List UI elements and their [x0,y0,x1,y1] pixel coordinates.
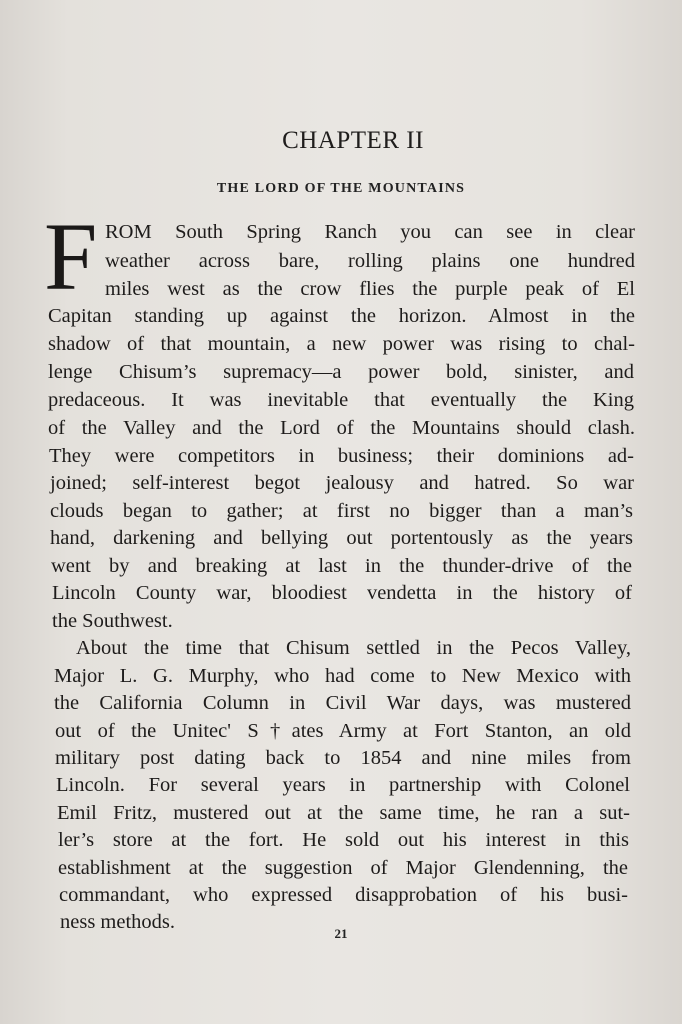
text-line: clouds began to gather; at first no bigger than a man’s [50,500,633,522]
text-line: Lincoln County war, bloodiest vendetta in the history of [52,582,632,604]
drop-cap: F [44,203,98,310]
text-line: predaceous. It was inevitable that eventually the King [48,389,634,411]
text-line: ness methods. [60,911,176,933]
text-line: Capitan standing up against the horizon. Almost in the [48,305,635,327]
text-line: commandant, who expressed disapprobation of his busi- [59,884,628,906]
text-line: miles west as the crow flies the purple peak of El [105,278,635,300]
text-line: military post dating back to 1854 and nine miles from [55,747,631,769]
text-line: the Southwest. [52,610,173,632]
text-line: weather across bare, rolling plains one hundred [105,250,635,272]
text-line: ler’s store at the fort. He sold out his interest in this [58,829,629,851]
text-line: hand, darkening and bellying out portentously as the years [50,527,633,549]
chapter-title: CHAPTER II [282,127,424,154]
text-line: About the time that Chisum settled in the Pecos Valley, [76,637,631,659]
text-line: lenge Chisum’s supremacy—a power bold, sinister, and [48,361,634,383]
text-line: shadow of that mountain, a new power was rising to chal- [48,333,635,355]
chapter-subtitle: THE LORD OF THE MOUNTAINS [216,181,466,196]
text-line: of the Valley and the Lord of the Mountains should clash. [48,417,635,439]
text-line: went by and breaking at last in the thunder-drive of the [51,555,632,577]
text-line: They were competitors in business; their dominions ad- [49,445,634,467]
text-line: Emil Fritz, mustered out at the same time, he ran a sut- [57,802,630,824]
text-line: the California Column in Civil War days, was mustered [54,692,631,714]
text-line: out of the Unitec' S†ates Army at Fort Stanton, an old [55,720,631,742]
text-line: joined; self-interest begot jealousy and hatred. So war [50,472,634,494]
text-line: Lincoln. For several years in partnership with Colonel [56,774,630,796]
text-line: Major L. G. Murphy, who had come to New Mexico with [54,665,631,687]
page-number: 21 [334,926,348,941]
text-line: establishment at the suggestion of Major Glendenning, the [58,857,628,879]
text-line: ROM South Spring Ranch you can see in clear [105,221,635,243]
